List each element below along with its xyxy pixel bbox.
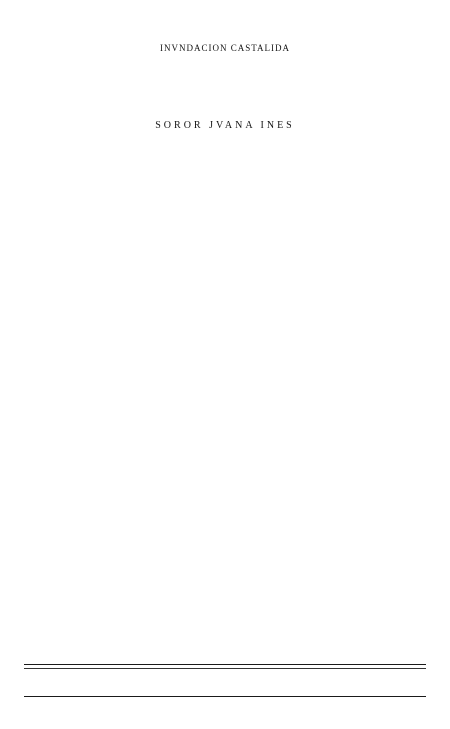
book-title: INVNDACION CASTALIDA [159,43,291,53]
imprint-rule-bottom [24,696,426,697]
imprint-rule-top-inner [24,668,426,669]
author-name: SOROR JVANA INES [155,120,295,131]
imprint-rule-top [24,664,426,665]
